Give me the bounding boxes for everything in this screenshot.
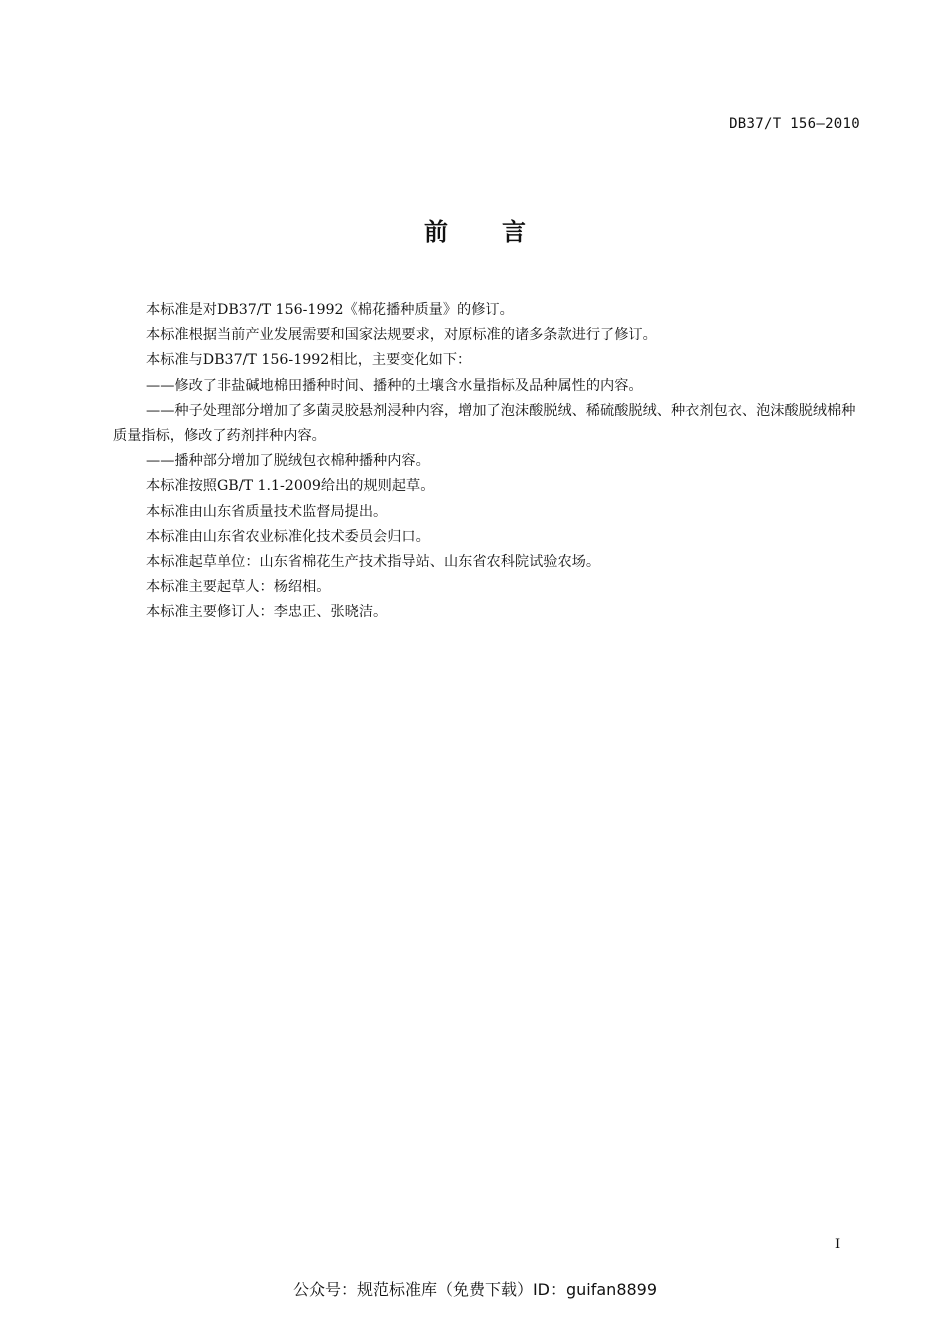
paragraph: 本标准按照GB/T 1.1-2009给出的规则起草。 [146,478,435,495]
page-number: I [835,1237,841,1252]
footer-watermark: 公众号：规范标准库（免费下载）ID：guifan8899 [292,1280,658,1299]
paragraph: ——播种部分增加了脱绒包衣棉种播种内容。 [146,453,430,470]
paragraph: ——种子处理部分增加了多菌灵胶悬剂浸种内容，增加了泡沫酸脱绒、稀硫酸脱绒、种衣剂包衣、泡沫酸脱绒棉种质量指标，修改了药剂拌种内容。 [113,402,856,445]
paragraph: 本标准起草单位：山东省棉花生产技术指导站、山东省农科院试验农场。 [146,554,601,571]
page-title: 前言 [424,218,580,246]
paragraph: 本标准是对DB37/T 156-1992《棉花播种质量》的修订。 [146,302,514,318]
paragraph: 本标准根据当前产业发展需要和国家法规要求，对原标准的诸多条款进行了修订。 [146,327,657,344]
paragraph: 本标准由山东省质量技术监督局提出。 [146,503,388,520]
paragraph: 本标准由山东省农业标准化技术委员会归口。 [146,528,430,545]
paragraph: 本标准主要修订人：李忠正、张晓洁。 [146,604,388,621]
foreword-body [113,298,863,626]
paragraph: 本标准与DB37/T 156-1992相比，主要变化如下： [146,352,472,369]
standard-code: DB37/T 156—2010 [729,116,860,132]
paragraph: 本标准主要起草人：杨绍相。 [146,579,331,596]
paragraph: ——修改了非盐碱地棉田播种时间、播种的土壤含水量指标及品种属性的内容。 [146,377,643,394]
